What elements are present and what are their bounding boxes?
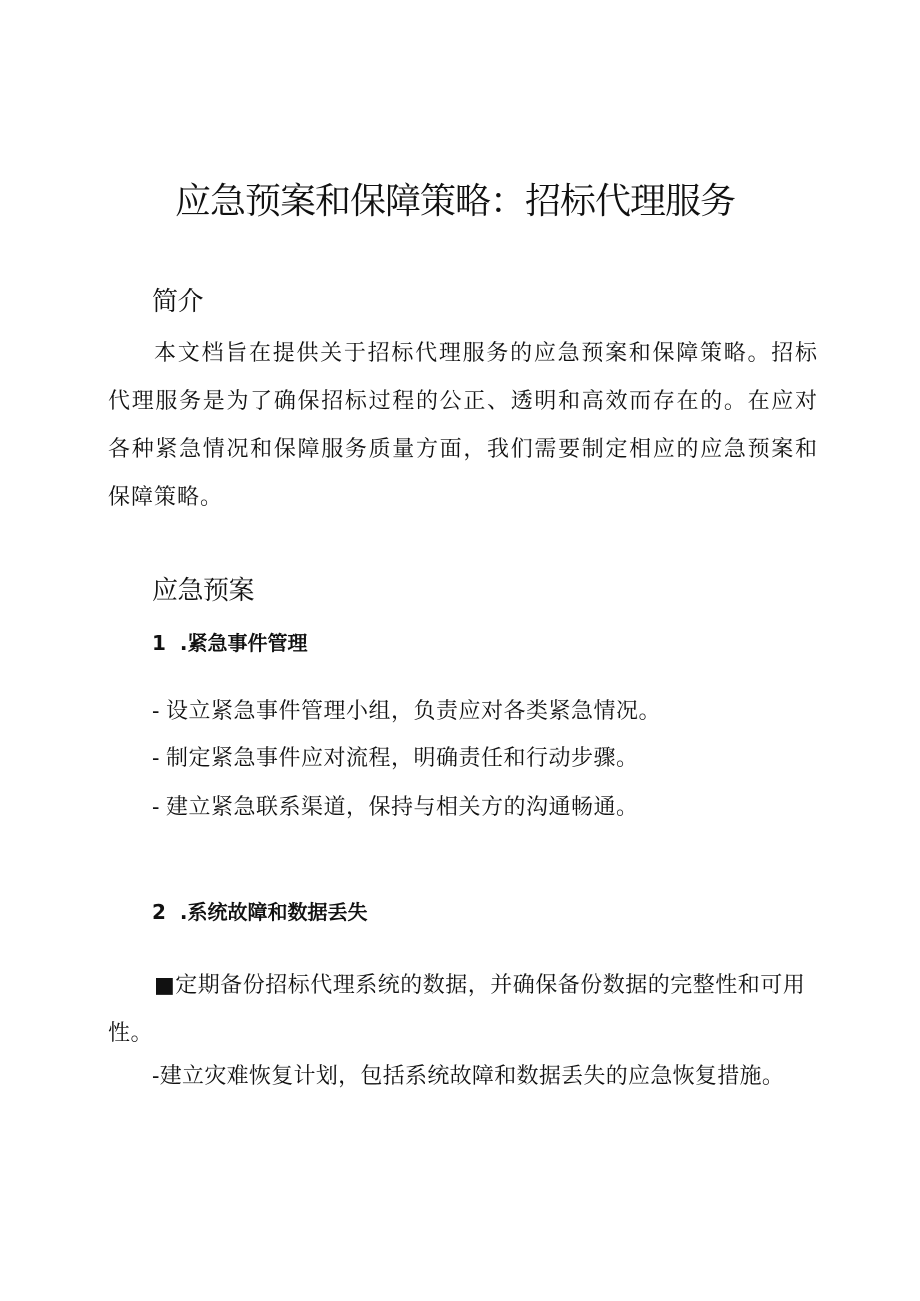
list-item-text: 设立紧急事件管理小组，负责应对各类紧急情况。 xyxy=(165,699,661,724)
section-1-number: 1 xyxy=(152,631,166,655)
bullet-marker: - xyxy=(152,795,160,820)
emergency-plan-heading: 应急预案 xyxy=(152,576,255,606)
section-2-heading xyxy=(152,897,368,927)
list-item xyxy=(108,962,808,1058)
list-item-text: 定期备份招标代理系统的数据，并确保备份数据的完整性和可用性。 xyxy=(108,973,806,1046)
section-1-heading xyxy=(152,628,308,658)
section-1-title: .紧急事件管理 xyxy=(179,631,308,655)
bullet-marker: - xyxy=(152,1064,160,1089)
list-item xyxy=(152,696,661,728)
square-bullet-icon: ■ xyxy=(154,973,176,998)
section-2-number: 2 xyxy=(152,900,166,924)
list-item-text: 建立灾难恢复计划，包括系统故障和数据丢失的应急恢复措施。 xyxy=(159,1064,785,1089)
document-title: 应急预案和保障策略：招标代理服务 xyxy=(174,181,735,222)
list-item xyxy=(152,792,638,824)
list-item xyxy=(152,1061,784,1093)
intro-heading: 简介 xyxy=(152,287,204,317)
list-item-text: 建立紧急联系渠道，保持与相关方的沟通畅通。 xyxy=(165,795,639,820)
bullet-marker: - xyxy=(152,699,160,724)
list-item xyxy=(152,743,638,775)
list-item-text: 制定紧急事件应对流程，明确责任和行动步骤。 xyxy=(165,746,639,771)
bullet-marker: - xyxy=(152,746,160,771)
intro-paragraph: 本文档旨在提供关于招标代理服务的应急预案和保障策略。招标代理服务是为了确保招标过程的公正、透明和高效而存在的。在应对各种紧急情况和保障服务质量方面，我们需要制定相应的应急预案和保障策略。 xyxy=(108,341,818,510)
section-2-title: .系统故障和数据丢失 xyxy=(179,900,368,924)
